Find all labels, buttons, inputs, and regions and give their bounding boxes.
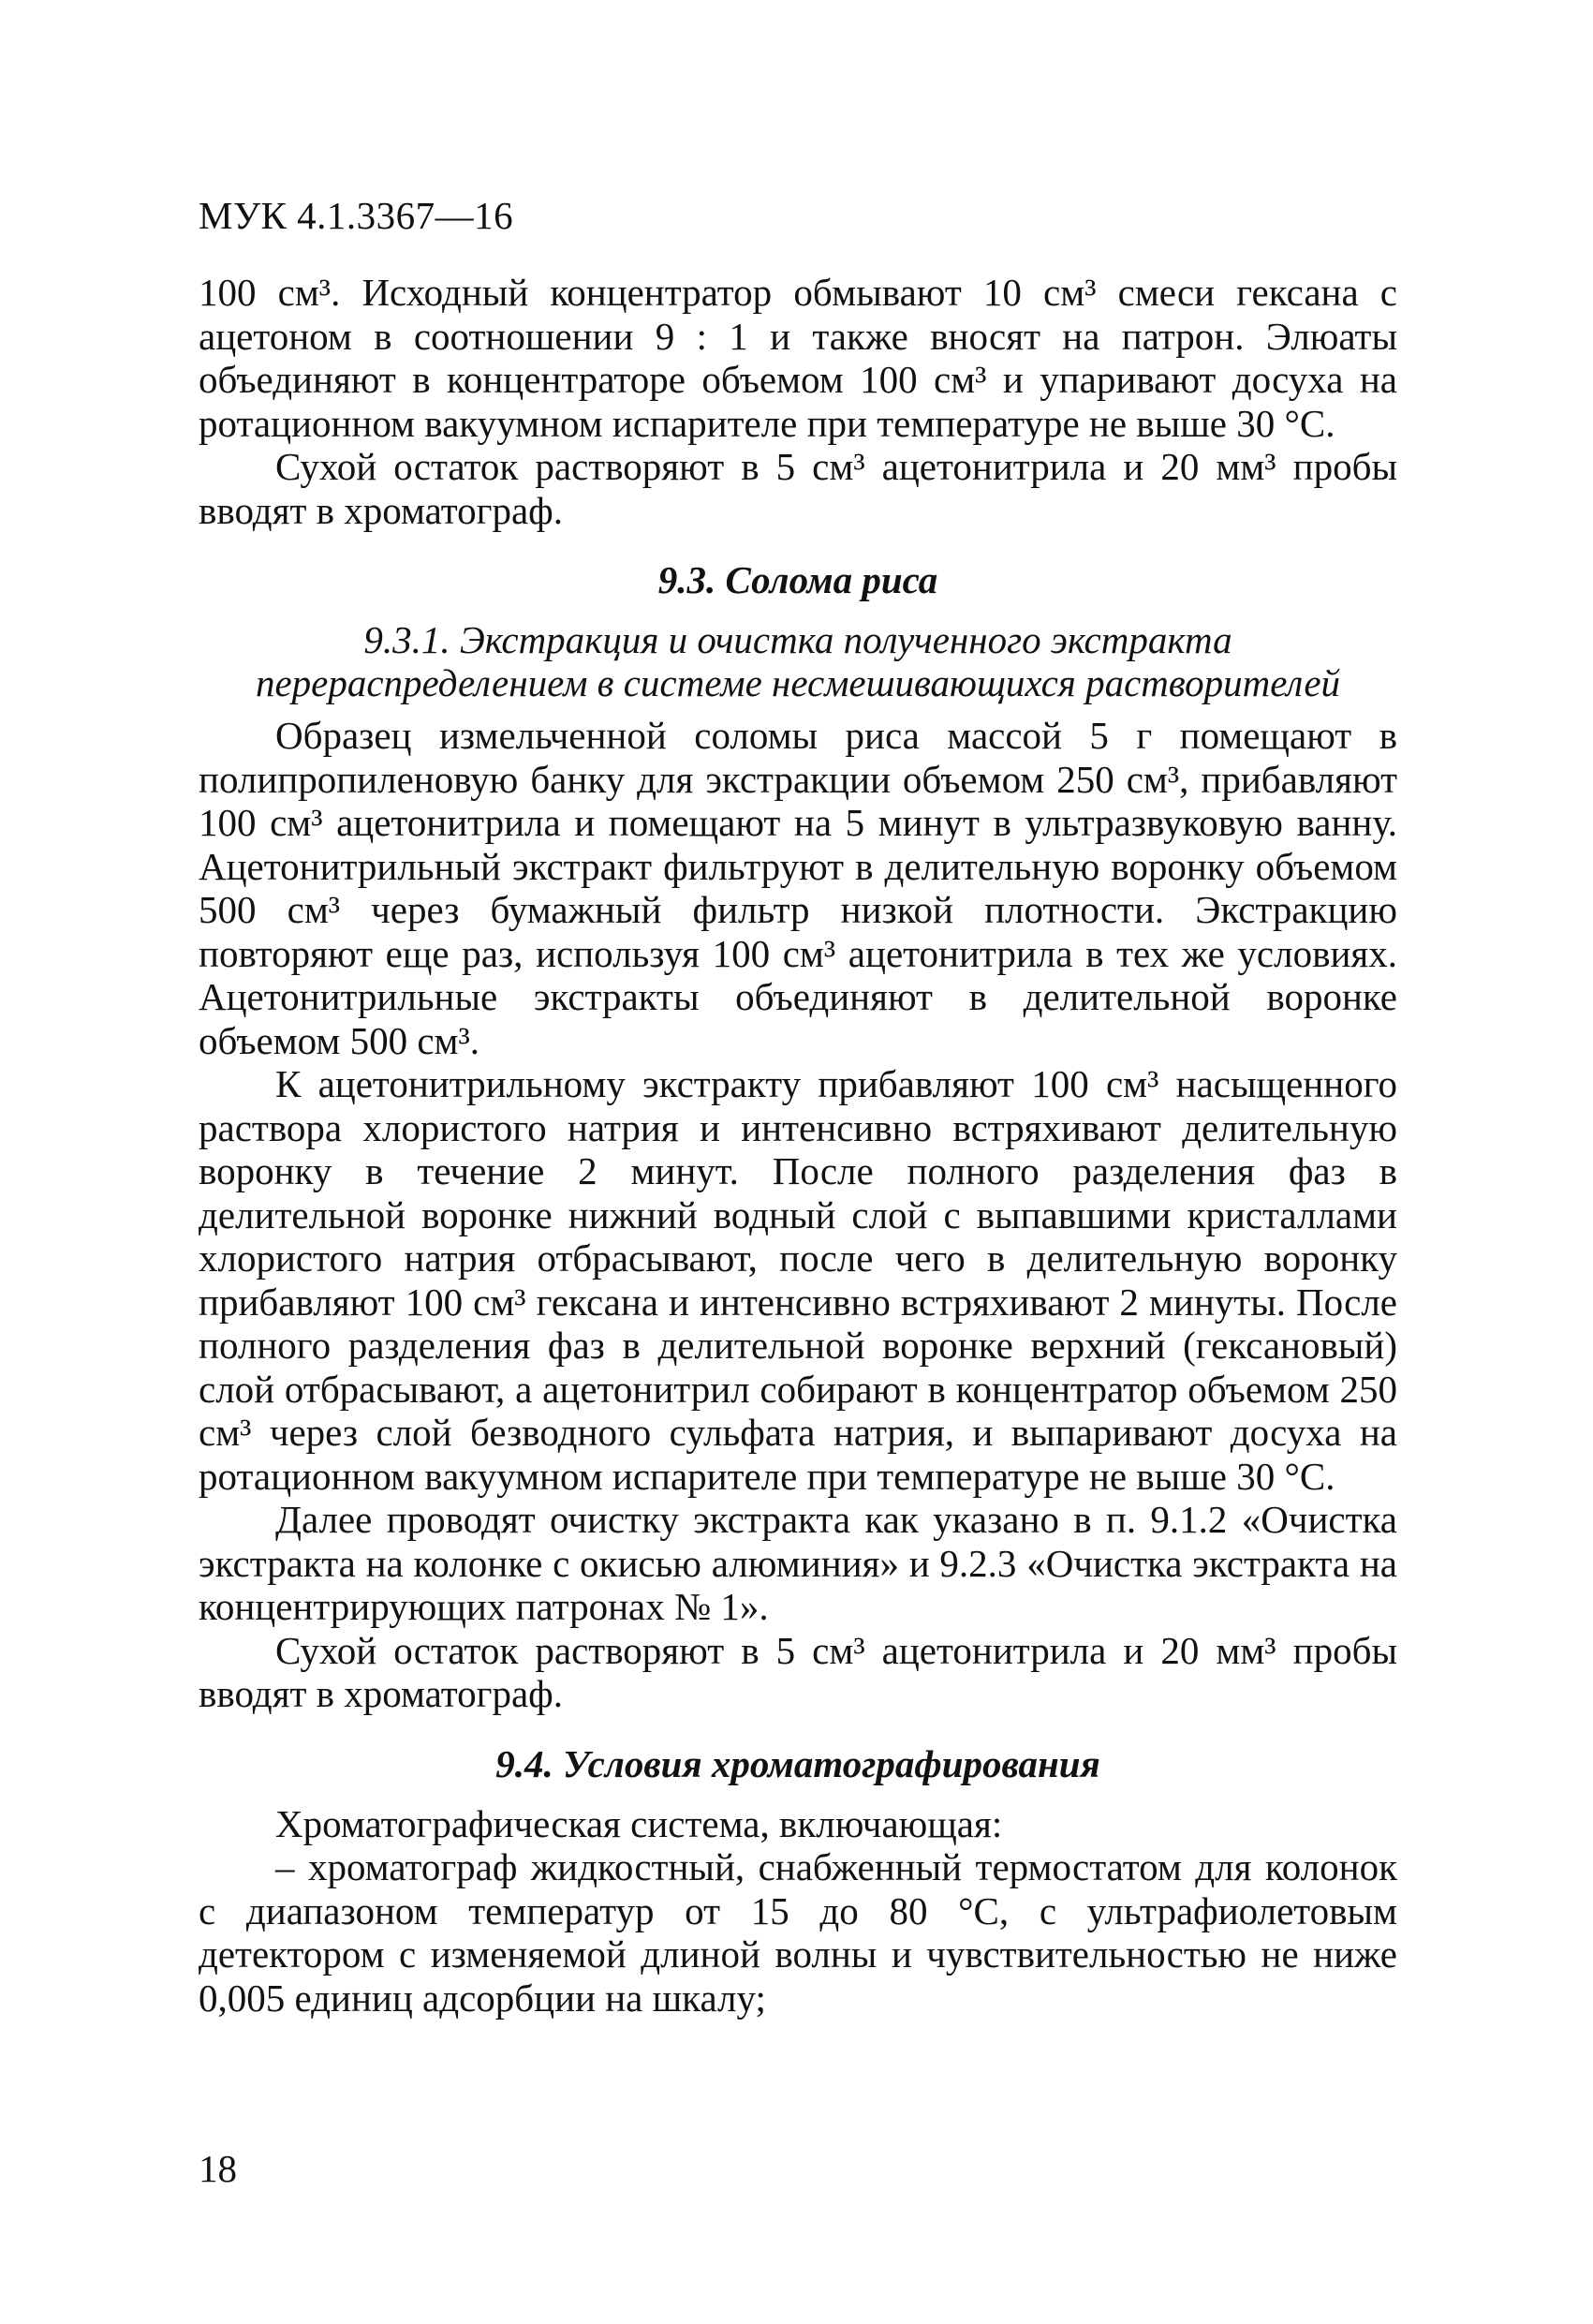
subsection-title-9-3-1 [199, 618, 1397, 704]
document-page [199, 192, 1397, 2020]
paragraph-system-intro: Хроматографическая система, включающая: [275, 1801, 1003, 1845]
paragraph-cleanup: Далее проводят очистку экстракта как указано в п. 9.1.2 «Очистка экстракта на колонке с окисью алюминия» и 9.2.3 «Очистка экстракта на концентрирующих патронах № 1». [199, 1498, 1397, 1628]
paragraph-sample-extraction: Образец измельченной соломы риса массой 5 г помещают в полипропиленовую банку для экстракции объемом 250 см³, прибавляют 100 см³ ацетонитрила и помещают на 5 минут в ультразвуковую ванну. Ацетонитрильный экстракт фильтруют в делительную воронку объемом 500 см³ через бумажный фильтр низкой плотности. Экстракцию повторяют еще раз, используя 100 см³ ацетонитрила в тех же условиях. Ацетонитрильные экстракты объединяют в делительной воронке объемом 500 см³. [199, 714, 1397, 1062]
paragraph-partition: К ацетонитрильному экстракту прибавляют 100 см³ насыщенного раствора хлористого натрия и интенсивно встряхивают делительную воронку в течение 2 минут. После полного разделения фаз в делительной воронке нижний водный слой с выпавшими кристаллами хлористого натрия отбрасывают, после чего в делительную воронку прибавляют 100 см³ гексана и интенсивно встряхивают 2 минуты. После полного разделения фаз в делительной воронке верхний (гексановый) слой отбрасывают, а ацетонитрил собирают в концентратор объемом 250 см³ через слой безводного сульфата натрия, и выпаривают досуха на ротационном вакуумном испарителе при температуре не выше 30 °С. [199, 1062, 1397, 1498]
section-title-9-4: 9.4. Условия хроматографирования [495, 1741, 1100, 1785]
subsection-title-line-2: перераспределением в системе несмешивающихся растворителей [255, 661, 1341, 704]
paragraph-dry-residue-1: Сухой остаток растворяют в 5 см³ ацетонитрила и 20 мм³ пробы вводят в хроматограф. [199, 445, 1397, 532]
list-item-chromatograph: – хроматограф жидкостный, снабженный термостатом для колонок с диапазоном температур от 15 до 80 °С, с ультрафиолетовым детектором с изменяемой длиной волны и чувствительностью не ниже 0,005 единиц адсорбции на шкалу; [199, 1845, 1397, 2020]
document-code-header: МУК 4.1.3367—16 [199, 194, 514, 237]
subsection-title-line-1: 9.3.1. Экстракция и очистка полученного экстракта [363, 618, 1232, 661]
paragraph-continuation: 100 см³. Исходный концентратор обмывают 10 см³ смеси гексана с ацетоном в соотношении 9 : 1 и также вносят на патрон. Элюаты объединяют в концентраторе объемом 100 см³ и упаривают досуха на ротационном вакуумном испарителе при температуре не выше 30 °С. [199, 271, 1397, 445]
page-number: 18 [199, 2147, 237, 2190]
paragraph-dry-residue-2: Сухой остаток растворяют в 5 см³ ацетонитрила и 20 мм³ пробы вводят в хроматограф. [199, 1628, 1397, 1715]
section-title-9-3: 9.3. Солома риса [657, 558, 938, 601]
